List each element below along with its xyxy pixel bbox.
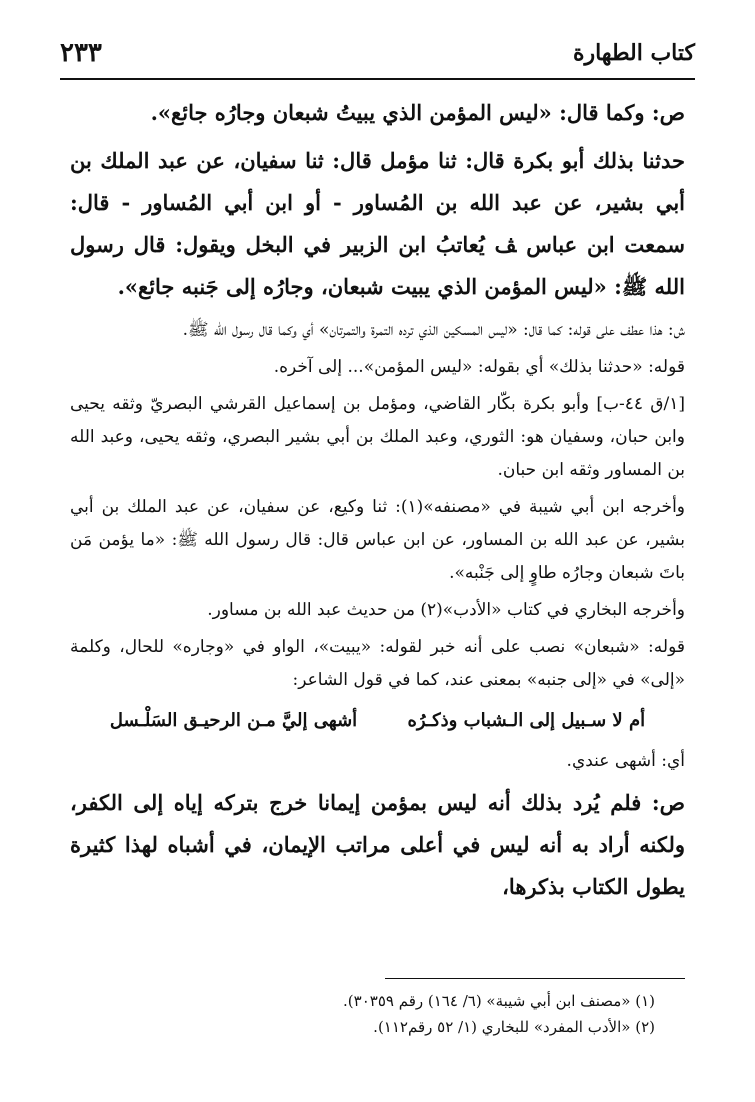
paragraph-takhrij-2: وأخرجه البخاري في كتاب «الأدب»(٢) من حديث عبد الله بن مساور. bbox=[207, 600, 685, 620]
paragraph-grammar: قوله: «شبعان» نصب على أنه خبر لقوله: «يبيت»، الواو في «وجاره» للحال، وكلمة «إلى» في «إلى جنبه» بمعنى عند، كما في قول الشاعر: bbox=[70, 637, 685, 690]
paragraph-narrators: [١/ق ٤٤-ب] وأبو بكرة بكّار القاضي، ومؤمل بن إسماعيل القرشي البصريّ وثقه يحيى وابن حبان، وسفيان هو: الثوري، وعبد الملك بن أبي بشير البصري، وثقه يحيى، وعبد الله بن المساور وثقه ابن حبان. bbox=[70, 394, 685, 480]
poem-hemistich-second: أشهى إليَّ مـن الرحيـق السَلْـسل bbox=[109, 710, 358, 731]
paragraph-gloss: أي: أشهى عندي. bbox=[566, 751, 685, 771]
poem-hemistich-first: أم لا سـبيل إلى الـشباب وذكـرُه bbox=[407, 710, 646, 731]
paragraph-matn-2: ص: فلم يُرد بذلك أنه ليس بمؤمن إيمانا خرج بتركه إياه إلى الكفر، ولكنه أراد به أنه ليس في أعلى مراتب الإيمان، في أشباه لهذا كثيرة يطول الكتاب بذكرها، bbox=[70, 790, 685, 899]
paragraph-matn-1: ص: وكما قال: «ليس المؤمن الذي يبيتُ شبعان وجارُه جائع». bbox=[150, 100, 685, 125]
footnote-divider bbox=[385, 978, 685, 979]
paragraph-sharh-1: ش: هذا عطف على قوله: كما قال: «ليس المسكين الذي ترده التمرة والتمرتان» أي وكما قال رسول الله ﷺ. bbox=[182, 320, 685, 340]
footnotes bbox=[70, 988, 655, 1040]
paragraph-sharh-2: قوله: «حدثنا بذلك» أي بقوله: «ليس المؤمن»... إلى آخره. bbox=[273, 357, 685, 377]
footnote-1: (١) «مصنف ابن أبي شيبة» (٦/ ١٦٤) رقم ٣٠٣٥٩). bbox=[343, 992, 655, 1010]
page-number: ٢٣٣ bbox=[60, 38, 102, 68]
paragraph-isnad: حدثنا بذلك أبو بكرة قال: ثنا مؤمل قال: ثنا سفيان، عن عبد الملك بن أبي بشير، عن عبد الله بن المُساور - أو ابن أبي المُساور - قال: سمعت ابن عباس ﭫ يُعاتبُ ابن الزبير في البخل ويقول: قال رسول الله ﷺ: «ليس المؤمن الذي يبيت شبعان، وجارُه إلى جَنبه جائع». bbox=[70, 148, 685, 299]
main-text bbox=[70, 92, 685, 914]
paragraph-takhrij-1: وأخرجه ابن أبي شيبة في «مصنفه»(١): ثنا وكيع، عن سفيان، عن عبد الملك بن أبي بشير، عن عبد الله بن المساور، عن ابن عباس قال: قال رسول الله ﷺ: «ما يؤمن مَن باتَ شبعان وجارُه طاوٍ إلى جَنْبه». bbox=[70, 497, 685, 583]
book-title: كتاب الطهارة bbox=[572, 40, 695, 66]
poem-verse bbox=[70, 701, 685, 741]
page-header bbox=[60, 38, 695, 80]
footnote-2: (٢) «الأدب المفرد» للبخاري (١/ ٥٢ رقم١١٢). bbox=[373, 1018, 655, 1036]
